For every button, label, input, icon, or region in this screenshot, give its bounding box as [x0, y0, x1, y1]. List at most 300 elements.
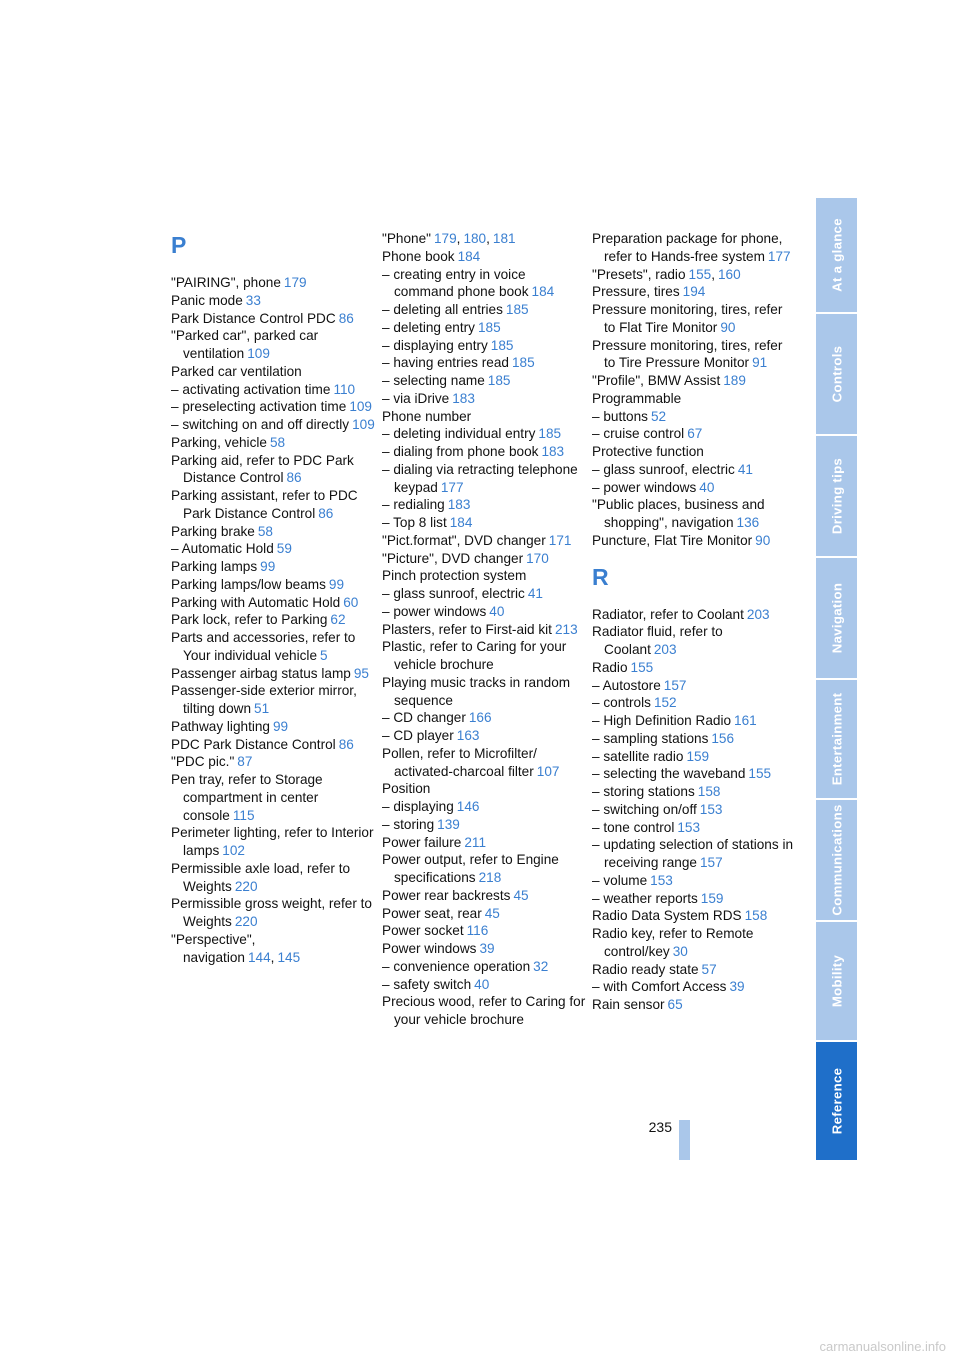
page-link[interactable]: 40 [489, 603, 505, 619]
page-link[interactable]: 220 [234, 878, 258, 894]
index-entry-text: Radiator, refer to Coolant [592, 606, 744, 622]
index-entry-text: – activating activation time [171, 381, 331, 397]
index-entry [382, 727, 587, 745]
index-entry-text: Plastic, refer to Caring for your vehicle brochure [382, 639, 567, 672]
page-link[interactable]: 59 [276, 541, 292, 557]
page-link[interactable]: 90 [755, 532, 771, 548]
page-link[interactable]: 203 [653, 642, 677, 657]
index-entry [382, 425, 587, 443]
page-link[interactable]: 109 [352, 417, 375, 432]
index-entry [592, 677, 797, 695]
index-entry [382, 461, 587, 497]
page-link[interactable]: 86 [318, 505, 334, 521]
index-entry [382, 976, 587, 994]
index-entry-text: Permissible gross weight, refer to Weights [171, 896, 372, 929]
index-entry [382, 585, 587, 603]
page-link[interactable]: 155 [630, 659, 654, 675]
page-link[interactable]: 145 [277, 949, 301, 965]
page-link[interactable]: 163 [456, 728, 480, 743]
section-tab-label: Driving tips [829, 457, 844, 535]
index-entry [382, 958, 587, 976]
index-entry-text: Panic mode [171, 292, 243, 308]
page-link[interactable]: 107 [536, 763, 560, 779]
index-entry-text: Position [382, 781, 431, 797]
index-entry-text: Power rear backrests [382, 887, 511, 903]
page-link[interactable]: 51 [254, 701, 270, 716]
index-entry [592, 783, 797, 801]
section-tab-reference[interactable] [816, 1042, 857, 1160]
page-link[interactable]: 86 [338, 310, 354, 326]
page-link[interactable]: 194 [682, 284, 706, 300]
index-entry [171, 292, 376, 310]
index-entry-text: Permissible axle load, refer to Weights [171, 860, 351, 894]
index-entry [382, 408, 587, 426]
index-entry-text: "Presets", radio [592, 266, 686, 282]
index-entry [382, 443, 587, 461]
index-entry-text: – cruise control [592, 426, 685, 442]
page-link[interactable]: 39 [479, 941, 495, 956]
index-entry [592, 712, 797, 730]
index-entry [171, 718, 376, 736]
index-entry-text: – weather reports [592, 890, 698, 906]
page-link[interactable]: 160 [718, 266, 741, 282]
index-entry [382, 638, 587, 674]
index-entry-text: – sampling stations [592, 730, 709, 746]
page-link[interactable]: 183 [541, 444, 565, 459]
page-link[interactable]: 180 [463, 231, 487, 246]
section-tab-at-a-glance[interactable] [816, 198, 857, 312]
index-entry-text: Pinch protection system [382, 568, 527, 584]
page-link[interactable]: 183 [452, 390, 475, 406]
index-entry-text: – controls [592, 695, 651, 711]
page-link[interactable]: 184 [531, 284, 555, 300]
page-link[interactable]: 184 [457, 248, 481, 264]
index-entry [382, 567, 587, 585]
index-entry-text: "PAIRING", phone [171, 275, 281, 290]
section-letter: P [171, 232, 187, 258]
index-entry-text: Power failure [382, 834, 462, 850]
section-tab-communications[interactable] [816, 800, 857, 920]
index-entry [592, 659, 797, 677]
page-link[interactable]: 158 [697, 784, 721, 799]
index-entry-text: – switching on and off directly [171, 417, 350, 432]
index-entry-text: – tone control [592, 819, 675, 835]
page-link[interactable]: 99 [328, 576, 345, 592]
index-entry [382, 603, 587, 621]
index-entry-text: Parking, vehicle [171, 434, 267, 450]
index-entry-text: – having entries read [382, 355, 509, 371]
index-entry [592, 765, 797, 783]
section-tab-driving-tips[interactable] [816, 436, 857, 556]
index-entry-text: – buttons [592, 408, 648, 424]
index-column-2 [382, 230, 587, 1029]
index-entry [382, 993, 587, 1029]
index-entry-text: – CD player [382, 728, 454, 743]
index-entry [592, 978, 797, 996]
index-entry [382, 745, 587, 781]
index-entry-text: Puncture, Flat Tire Monitor [592, 532, 753, 548]
index-entry [382, 337, 587, 355]
section-tab-bar [816, 198, 857, 1162]
section-tab-label: Communications [829, 804, 844, 916]
index-entry-text: Power socket [382, 923, 464, 939]
index-entry-text: – storing stations [592, 784, 695, 799]
index-entry [592, 496, 797, 532]
index-entry-text: "Phone" [382, 231, 431, 246]
page-link[interactable]: 99 [273, 718, 289, 734]
page-link[interactable]: 218 [478, 870, 502, 885]
index-entry-text: Radiator fluid, refer to Coolant [592, 624, 723, 657]
index-entry [382, 319, 587, 337]
page-link[interactable]: 157 [663, 677, 687, 693]
page-link[interactable]: 58 [269, 434, 286, 450]
index-entry-text: Plasters, refer to First-aid kit [382, 621, 552, 637]
page-link[interactable]: 45 [484, 905, 500, 921]
page-link[interactable]: 159 [700, 890, 724, 906]
section-tab-label: At a glance [829, 218, 844, 292]
section-letter: R [592, 563, 609, 590]
index-entry [592, 301, 797, 337]
page-link[interactable]: 5 [320, 647, 328, 663]
index-entry [592, 372, 797, 390]
index-entry [171, 931, 376, 967]
index-entry [592, 443, 797, 461]
page-link[interactable]: 102 [222, 843, 245, 858]
index-entry-text: Parking lamps [171, 559, 258, 574]
index-entry-text: – safety switch [382, 976, 472, 992]
index-entry [592, 694, 797, 712]
index-entry-text: PDC Park Distance Control [171, 736, 336, 752]
index-entry [382, 851, 587, 887]
index-entry [382, 266, 587, 302]
page-link[interactable]: 144 [247, 949, 271, 965]
page-link[interactable]: 189 [723, 373, 746, 388]
index-entry [382, 621, 587, 639]
section-tab-controls[interactable] [816, 314, 857, 434]
index-entry-text: "Parked car", parked car ventilation [171, 328, 319, 361]
section-tab-label: Entertainment [829, 692, 844, 786]
index-entry-text: – redialing [382, 497, 445, 513]
index-entry-text: Radio ready state [592, 961, 699, 977]
index-entry [592, 961, 797, 979]
page-link[interactable]: 67 [687, 426, 703, 442]
page-link[interactable]: 60 [343, 594, 359, 610]
index-entry [382, 354, 587, 372]
index-entry [382, 550, 587, 568]
page-link[interactable]: 179 [283, 275, 307, 290]
index-entry-text: Phone book [382, 248, 455, 264]
index-entry [171, 860, 376, 896]
page-link[interactable]: 115 [232, 807, 255, 823]
index-entry [171, 611, 376, 629]
page-link[interactable]: 152 [653, 695, 677, 711]
index-entry [171, 381, 376, 399]
section-tab-label: Navigation [829, 582, 844, 654]
page-separator: , [711, 266, 715, 282]
index-entry-text: "PDC pic." [171, 754, 235, 770]
index-entry-text: Parts and accessories, refer to Your individual vehicle [171, 630, 356, 663]
index-entry [592, 801, 797, 819]
index-entry-text: – selecting the waveband [592, 766, 746, 782]
page-link[interactable]: 65 [667, 997, 683, 1012]
index-entry-text: Power windows [382, 941, 477, 956]
index-column-3 [592, 230, 797, 1014]
page-link[interactable]: 179 [433, 231, 457, 246]
index-entry [592, 425, 797, 443]
index-entry-text: – satellite radio [592, 748, 684, 764]
index-entry-text: – glass sunroof, electric [382, 586, 525, 601]
page-link[interactable]: 87 [237, 754, 253, 770]
page-marker-bar [679, 1120, 690, 1160]
index-entry [171, 398, 376, 416]
section-tab-label: Controls [829, 345, 844, 403]
index-entry [592, 337, 797, 373]
index-entry-text: – convenience operation [382, 958, 531, 974]
index-entry-text: Pressure, tires [592, 284, 680, 300]
page-separator: , [270, 949, 275, 965]
index-entry [592, 230, 797, 266]
index-entry [592, 996, 797, 1014]
index-entry-text: – Automatic Hold [171, 541, 274, 557]
index-entry [171, 824, 376, 860]
index-entry [171, 558, 376, 576]
index-entry [171, 540, 376, 558]
index-entry-text: Preparation package for phone, refer to Hands-free system [592, 231, 783, 264]
page-link[interactable]: 86 [338, 736, 354, 752]
index-entry-text: – with Comfort Access [592, 979, 727, 995]
index-entry [592, 266, 797, 284]
index-entry-text: – volume [592, 872, 648, 888]
index-entry-text: Passenger-side exterior mirror, tilting down [171, 683, 357, 716]
index-entry [171, 665, 376, 683]
page-link[interactable]: 62 [330, 612, 346, 628]
page-link[interactable]: 39 [729, 979, 745, 995]
index-entry [171, 736, 376, 754]
page-link[interactable]: 109 [247, 346, 270, 361]
page-link[interactable]: 91 [752, 355, 768, 371]
page-link[interactable]: 153 [650, 872, 673, 888]
index-entry [382, 674, 587, 710]
page-link[interactable]: 203 [746, 606, 770, 622]
page-separator: , [456, 231, 461, 246]
index-entry [171, 682, 376, 718]
page-link[interactable]: 185 [477, 319, 501, 335]
page-link[interactable]: 184 [449, 515, 473, 530]
index-entry-text: Pen tray, refer to Storage compartment in center console [171, 772, 323, 823]
index-entry [592, 408, 797, 426]
index-entry [592, 461, 797, 479]
index-entry [592, 623, 797, 659]
index-entry-text: Pressure monitoring, tires, refer to Tire Pressure Monitor [592, 337, 783, 371]
page-link[interactable]: 185 [505, 302, 529, 317]
index-entry-text: Pathway lighting [171, 718, 270, 734]
index-entry-text: Parking assistant, refer to PDC Park Distance Control [171, 488, 358, 521]
page-link[interactable]: 40 [699, 479, 715, 495]
index-entry-text: Park Distance Control PDC [171, 310, 336, 326]
page-link[interactable]: 171 [548, 532, 572, 548]
index-entry [382, 496, 587, 514]
page-link[interactable]: 213 [554, 621, 578, 637]
index-entry-text: – displaying entry [382, 337, 488, 353]
index-entry-text: – switching on/off [592, 801, 697, 817]
index-entry-text: – Top 8 list [382, 515, 447, 530]
section-tab-mobility[interactable] [816, 922, 857, 1040]
page-link[interactable]: 157 [699, 855, 723, 870]
page-link[interactable]: 40 [474, 976, 490, 992]
index-entry [592, 872, 797, 890]
page-link[interactable]: 159 [686, 748, 710, 764]
page-link[interactable]: 110 [333, 381, 356, 397]
index-entry [382, 780, 587, 798]
index-entry-text: Pressure monitoring, tires, refer to Flat Tire Monitor [592, 302, 783, 335]
page-link[interactable]: 95 [353, 665, 369, 681]
page-link[interactable]: 155 [748, 766, 772, 782]
index-entry-text: Playing music tracks in random sequence [382, 674, 571, 708]
page-link[interactable]: 41 [527, 586, 543, 601]
index-entry [382, 230, 587, 248]
page-link[interactable]: 41 [737, 461, 753, 477]
index-entry-text: – creating entry in voice command phone book [382, 266, 529, 300]
page-link[interactable]: 155 [688, 266, 712, 282]
index-entry-text: Pollen, refer to Microfilter/ activated-charcoal filter [382, 745, 537, 779]
page-link[interactable]: 185 [487, 373, 511, 388]
index-entry-text: Power output, refer to Engine specifications [382, 852, 559, 885]
index-entry [171, 753, 376, 771]
index-entry-text: – power windows [592, 479, 697, 495]
index-entry-text: – dialing via retracting telephone keypad [382, 461, 578, 495]
page-link[interactable]: 161 [734, 713, 757, 728]
index-entry-text: Precious wood, refer to Caring for your vehicle brochure [382, 994, 586, 1027]
index-column-1 [171, 230, 376, 966]
index-entry [382, 816, 587, 834]
page-link[interactable]: 166 [468, 710, 492, 726]
index-entry [382, 301, 587, 319]
index-entry [592, 819, 797, 837]
index-entry-text: Parking lamps/low beams [171, 576, 326, 592]
index-entry-text: – glass sunroof, electric [592, 461, 735, 477]
index-entry-text: – selecting name [382, 373, 485, 388]
page-link[interactable]: 139 [437, 816, 460, 832]
index-entry-text: – High Definition Radio [592, 713, 732, 728]
page-link[interactable]: 45 [513, 887, 529, 903]
index-entry [171, 416, 376, 434]
index-entry [171, 487, 376, 523]
section-tab-entertainment[interactable] [816, 680, 857, 798]
index-entry [382, 887, 587, 905]
page-link[interactable]: 57 [701, 961, 717, 977]
index-entry-text: Parked car ventilation [171, 363, 302, 379]
page-link[interactable]: 185 [511, 355, 535, 371]
page-link[interactable]: 211 [464, 834, 487, 850]
page-link[interactable]: 52 [650, 408, 667, 424]
index-entry-text: Parking brake [171, 523, 255, 539]
page-link[interactable]: 30 [672, 943, 688, 959]
page-link[interactable]: 170 [526, 550, 549, 566]
index-entry-text: – power windows [382, 603, 487, 619]
page-link[interactable]: 99 [260, 559, 276, 574]
page-separator: , [486, 231, 490, 246]
index-entry-text: "Public places, business and shopping", navigation [592, 497, 765, 530]
page-link[interactable]: 183 [447, 497, 471, 513]
index-entry [592, 836, 797, 872]
index-entry-text: "Perspective", navigation [171, 931, 256, 965]
page-link[interactable]: 86 [286, 470, 302, 486]
index-entry [592, 532, 797, 550]
index-entry-text: Park lock, refer to Parking [171, 612, 328, 628]
page-link[interactable]: 177 [767, 248, 791, 264]
index-entry-text: Phone number [382, 408, 472, 424]
index-entry [592, 390, 797, 408]
index-entry-text: – CD changer [382, 710, 466, 726]
page-link[interactable]: 153 [699, 801, 723, 817]
index-entry [171, 274, 376, 292]
index-entry-text: – dialing from phone book [382, 444, 539, 459]
page-link[interactable]: 158 [744, 908, 768, 924]
page-link[interactable]: 146 [456, 799, 480, 814]
page-link[interactable]: 136 [736, 515, 760, 530]
index-entry [382, 905, 587, 923]
index-entry [171, 895, 376, 931]
page-link[interactable]: 58 [257, 523, 273, 539]
page-link[interactable]: 177 [440, 479, 464, 495]
page-link[interactable]: 181 [492, 231, 516, 246]
index-entry-text: Parking with Automatic Hold [171, 594, 341, 610]
page-link[interactable]: 220 [234, 914, 258, 929]
index-entry [382, 248, 587, 266]
index-entry [592, 606, 797, 624]
page-link[interactable]: 156 [711, 730, 735, 746]
page-link[interactable]: 116 [466, 923, 489, 939]
index-entry [592, 925, 797, 961]
index-entry [171, 523, 376, 541]
index-entry-text: – deleting individual entry [382, 426, 536, 442]
index-entry [171, 771, 376, 824]
index-entry [382, 709, 587, 727]
index-entry [382, 532, 587, 550]
index-entry-text: – storing [382, 816, 435, 832]
page-link[interactable]: 32 [533, 958, 549, 974]
page-link[interactable]: 33 [245, 292, 261, 308]
page-link[interactable]: 185 [490, 337, 514, 353]
index-entry [171, 452, 376, 488]
index-entry-text: "Profile", BMW Assist [592, 373, 721, 388]
index-entry-text: – via iDrive [382, 390, 450, 406]
index-entry [382, 940, 587, 958]
page-link[interactable]: 185 [538, 426, 562, 442]
index-entry-text: Passenger airbag status lamp [171, 665, 351, 681]
index-entry [171, 629, 376, 665]
index-entry [382, 390, 587, 408]
index-entry-text: Parking aid, refer to PDC Park Distance Control [171, 452, 354, 486]
index-entry-text: Perimeter lighting, refer to Interior lamps [171, 825, 374, 858]
index-entry [592, 479, 797, 497]
watermark: carmanualsonline.info [819, 1339, 946, 1354]
index-entry-text: "Picture", DVD changer [382, 550, 524, 566]
index-entry-text: – deleting all entries [382, 302, 503, 317]
page-link[interactable]: 153 [677, 819, 701, 835]
index-entry-text: Programmable [592, 390, 682, 406]
page-link[interactable]: 109 [349, 399, 372, 415]
index-entry-text: – Autostore [592, 677, 661, 693]
index-entry [171, 594, 376, 612]
index-entry [382, 372, 587, 390]
index-entry-text: Radio Data System RDS [592, 908, 742, 924]
page-link[interactable]: 90 [720, 319, 736, 335]
index-entry-text: – preselecting activation time [171, 399, 347, 415]
index-entry [382, 798, 587, 816]
index-entry [171, 310, 376, 328]
section-tab-navigation[interactable] [816, 558, 857, 678]
